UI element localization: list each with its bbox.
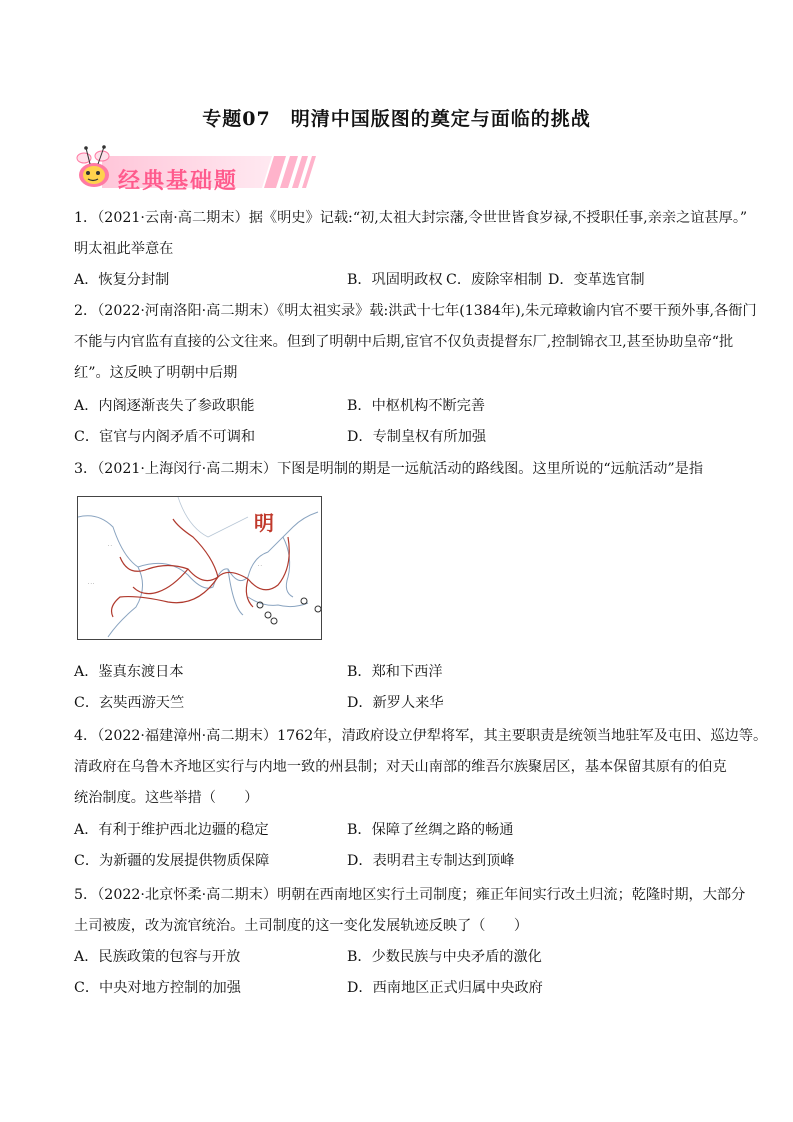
section-banner-label: 经典基础题 [118,168,239,194]
q2-option-c[interactable]: C．宦官与内阁矛盾不可调和 [74,429,256,445]
question-2-line-2: 不能与内官监有直接的公文往来。但到了明朝中后期,宦官不仅负责提督东厂,控制锦衣卫,甚至协助皇帝“批 [74,334,734,350]
q4-option-c[interactable]: C．为新疆的发展提供物质保障 [74,853,270,869]
q3-option-d[interactable]: D．新罗人来华 [347,695,444,711]
question-5-line-2: 土司被废，改为流官统治。土司制度的这一变化发展轨迹反映了（ ） [74,918,529,934]
q1-option-d[interactable]: D．变革选官制 [548,272,645,288]
q3-option-c[interactable]: C．玄奘西游天竺 [74,695,185,711]
question-2-line-1: 2．（2022·河南洛阳·高二期末）《明太祖实录》载:洪武十七年(1384年),朱元璋敕谕内官不要干预外事,各衙门 [74,303,757,319]
q2-option-a[interactable]: A．内阁逐渐丧失了参政职能 [74,398,255,414]
q4-option-a[interactable]: A．有利于维护西北边疆的稳定 [74,822,269,838]
question-4 [74,721,768,814]
question-5 [74,880,746,942]
q5-option-d[interactable]: D．西南地区正式归属中央政府 [347,980,543,996]
voyage-route-map [77,496,322,640]
question-2-line-3: 红”。这反映了明朝中后期 [74,365,238,381]
question-2 [74,296,757,389]
q3-option-b[interactable]: B．郑和下西洋 [347,664,443,680]
q2-option-d[interactable]: D．专制皇权有所加强 [347,429,487,445]
question-3-line-1: 3．（2021·上海闵行·高二期末）下图是明制的期是一远航活动的路线图。这里所说的“远航活动”是指 [74,461,704,477]
q1-option-c[interactable]: C．废除宰相制 [446,272,542,288]
q4-option-b[interactable]: B．保障了丝绸之路的畅通 [347,822,514,838]
question-1-line-2: 明太祖此举意在 [74,241,174,257]
question-5-line-1: 5．（2022·北京怀柔·高二期末）明朝在西南地区实行土司制度；雍正年间实行改土归流；乾隆时期，大部分 [74,887,746,903]
q5-option-a[interactable]: A．民族政策的包容与开放 [74,949,241,965]
page-title: 专题07 明清中国版图的奠定与面临的挑战 [202,108,591,130]
svg-text:· ·: · · [258,563,262,568]
question-4-line-3: 统治制度。这些举措（ ） [74,790,259,806]
q2-option-b[interactable]: B．中枢机构不断完善 [347,398,486,414]
q4-option-d[interactable]: D．表明君主专制达到顶峰 [347,853,515,869]
map-label-ming: 明 [254,511,274,535]
svg-text:· · ·: · · · [88,581,95,586]
question-4-line-1: 4．（2022·福建漳州·高二期末）1762年，清政府设立伊犁将军，其主要职责是统领当地驻军及屯田、巡边等。 [74,728,768,744]
question-4-line-2: 清政府在乌鲁木齐地区实行与内地一致的州县制；对天山南部的维吾尔族聚居区，基本保留其原有的伯克 [74,759,727,775]
q5-option-c[interactable]: C．中央对地方控制的加强 [74,980,241,996]
q5-option-b[interactable]: B．少数民族与中央矛盾的激化 [347,949,542,965]
question-3 [74,454,734,485]
q1-option-b[interactable]: B．巩固明政权 [347,272,443,288]
question-1 [74,203,748,265]
map-drawing [78,497,321,639]
question-1-line-1: 1．（2021·云南·高二期末）据《明史》记载:“初,太祖大封宗藩,令世世皆食岁禄,不授职任事,亲亲之谊甚厚。” [74,210,748,226]
svg-text:· ·: · · [108,543,112,548]
q3-option-a[interactable]: A．鉴真东渡日本 [74,664,184,680]
q1-option-a[interactable]: A．恢复分封制 [74,272,170,288]
